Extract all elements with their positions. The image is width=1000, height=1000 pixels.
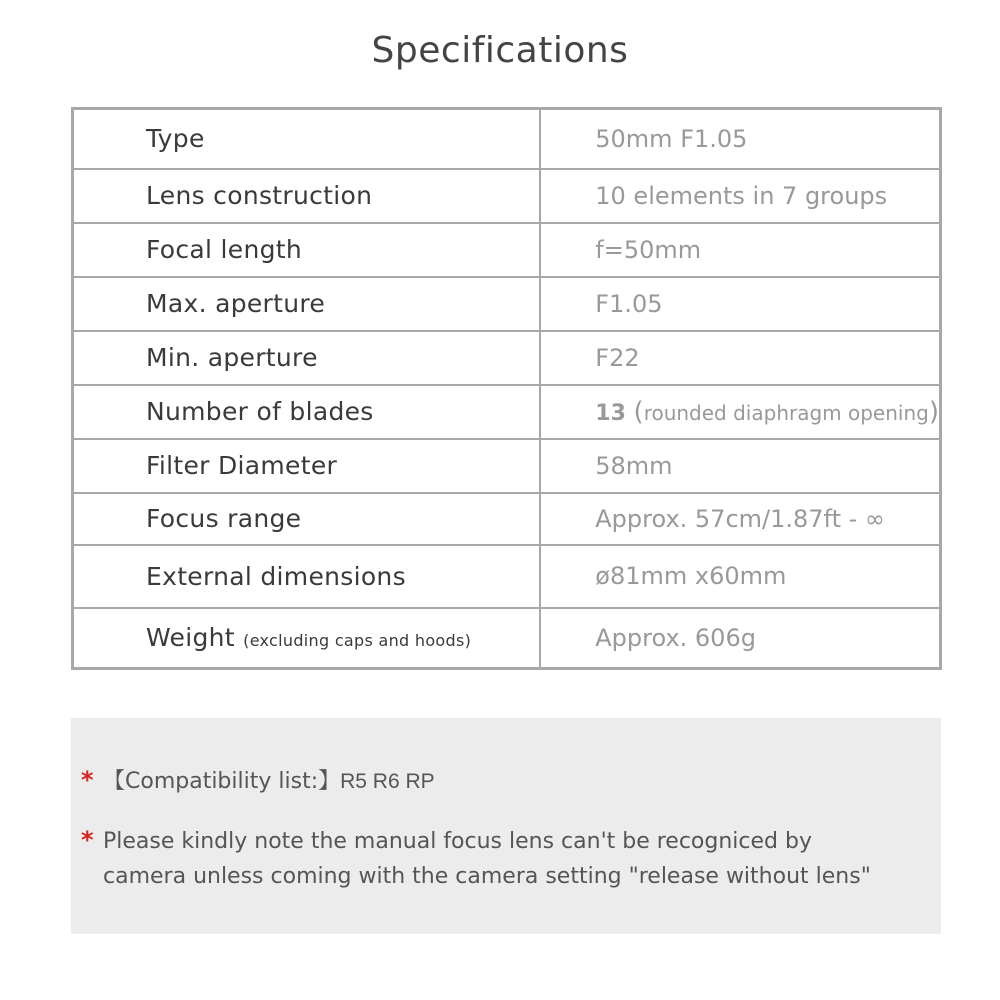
spec-table xyxy=(71,107,942,670)
weight-label-note: (excluding caps and hoods) xyxy=(243,631,472,651)
notes-box xyxy=(71,718,941,934)
table-row xyxy=(73,608,941,669)
spec-value: F22 xyxy=(540,331,940,385)
table-row xyxy=(73,385,941,439)
table-row xyxy=(73,109,941,169)
bullet-asterisk: * xyxy=(81,826,94,854)
spec-value: 10 elements in 7 groups xyxy=(540,169,940,223)
table-row xyxy=(73,545,941,608)
compatibility-note xyxy=(81,764,435,795)
blades-note: rounded diaphragm opening xyxy=(643,400,929,425)
spec-value: ø81mm x60mm xyxy=(540,545,940,608)
note-line-1: Please kindly note the manual focus lens can't be recogniced by xyxy=(103,829,812,854)
note-line-2: camera unless coming with the camera setting "release without lens" xyxy=(103,864,871,889)
table-row xyxy=(73,223,941,277)
spec-label: Lens construction xyxy=(73,169,541,223)
recognition-note xyxy=(81,826,871,889)
spec-label-weight xyxy=(73,608,541,669)
spec-value: 58mm xyxy=(540,439,940,493)
spec-label: Type xyxy=(73,109,541,169)
page-title: Specifications xyxy=(371,30,629,71)
spec-label: Number of blades xyxy=(73,385,541,439)
spec-label: Min. aperture xyxy=(73,331,541,385)
table-row xyxy=(73,277,941,331)
compat-label: 【Compatibility list:】 xyxy=(103,769,341,794)
spec-label: Focal length xyxy=(73,223,541,277)
spec-value: Approx. 57cm/1.87ft - ∞ xyxy=(540,493,940,545)
table-row xyxy=(73,493,941,545)
spec-label: Focus range xyxy=(73,493,541,545)
compat-value: R5 R6 RP xyxy=(340,770,435,793)
table-row xyxy=(73,331,941,385)
table-row xyxy=(73,439,941,493)
bullet-asterisk: * xyxy=(81,766,94,794)
spec-value: F1.05 xyxy=(540,277,940,331)
spec-value-blades: 13 (rounded diaphragm opening) xyxy=(540,385,940,439)
spec-label: Max. aperture xyxy=(73,277,541,331)
table-row xyxy=(73,169,941,223)
weight-label: Weight xyxy=(146,623,235,653)
spec-value: 50mm F1.05 xyxy=(540,109,940,169)
spec-label: Filter Diameter xyxy=(73,439,541,493)
blades-count: 13 xyxy=(595,400,626,426)
spec-value: f=50mm xyxy=(540,223,940,277)
spec-label: External dimensions xyxy=(73,545,541,608)
spec-value: Approx. 606g xyxy=(540,608,940,669)
